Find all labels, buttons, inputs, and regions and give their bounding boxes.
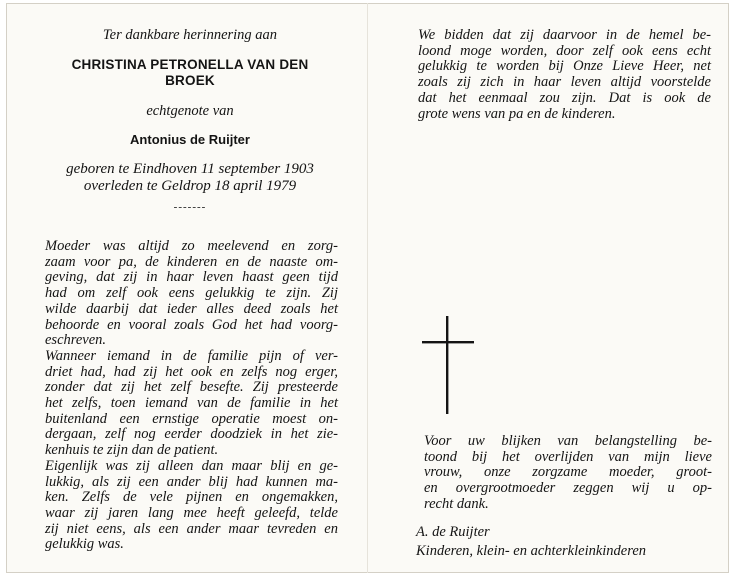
text-line: zaam voor pa, de kinderen en de naaste om-	[45, 253, 338, 270]
separator: -------	[173, 201, 207, 213]
signature-name: A. de Ruijter	[416, 524, 490, 540]
tribute-text-left	[45, 239, 338, 553]
text-line: dat het eenmaal zou zijn. Dat is ook de	[418, 89, 711, 106]
life-dates	[40, 161, 340, 195]
fold-line	[367, 3, 368, 573]
text-line: loond moge worden, door zelf ook eens echt	[418, 42, 711, 59]
birth-line: geboren te Eindhoven 11 september 1903	[66, 161, 314, 177]
text-line: lukkig, als zij een ander blij had kunnen ma-	[45, 473, 338, 490]
family-line: Kinderen, klein- en achterkleinkinderen	[416, 543, 647, 559]
text-line: buitenland een ernstige operatie moest on-	[45, 410, 338, 427]
cross-icon	[422, 316, 474, 414]
text-line: zonder dat zij het zelf besefte. Zij presteerde	[45, 379, 338, 396]
text-line: behoorde en vooral zoals God het had voorg-	[45, 316, 338, 333]
tribute-text-right	[418, 28, 711, 122]
text-line: en overgrootmoeder zeggen wij u op-	[424, 480, 712, 497]
text-line: Moeder was altijd zo meelevend en zorg-	[45, 238, 338, 254]
text-line: toond bij het overlijden van mijn lieve	[424, 448, 712, 465]
signature-block	[416, 523, 716, 561]
death-line: overleden te Geldrop 18 april 1979	[83, 178, 297, 194]
text-line: kenhuis te zijn dan de patient.	[45, 442, 219, 459]
intro-text: Ter dankbare herinnering aan	[102, 27, 278, 43]
text-line: Wanneer iemand in de familie pijn of ver-	[45, 347, 338, 364]
text-line: geving, dat zij in haar leven haast geen tijd	[45, 269, 338, 286]
text-line: zij niet eens, als een ander maar tevreden en	[45, 520, 338, 537]
text-line: recht dank.	[424, 495, 489, 512]
text-line: wilde daarbij dat ieder alles deed zoals het	[45, 300, 338, 317]
deceased-name	[40, 57, 340, 89]
text-line: eschreven.	[45, 332, 107, 349]
text-line: gelukkig was.	[45, 536, 124, 553]
text-line: We bidden dat zij daarvoor in de hemel be-	[418, 27, 711, 43]
text-line: gelukkig te worden bij Onze Lieve Heer, net	[418, 58, 711, 75]
text-line: het zelfs, toen iemand van de familie in het	[45, 395, 338, 412]
text-line: grote wens van pa en de kinderen.	[418, 105, 616, 122]
text-line: ken. Zelfs de vele pijnen en ongemakken,	[45, 489, 338, 506]
text-line: dergaan, zelf nog eerder doodziek in het zie-	[45, 426, 338, 443]
text-line: zoals zij zich in haar leven altijd voorstelde	[418, 74, 711, 91]
spouse-label: echtgenote van	[146, 103, 234, 119]
text-line: Voor uw blijken van belangstelling be-	[424, 433, 712, 449]
name-line: CHRISTINA PETRONELLA VAN DEN	[71, 57, 309, 72]
text-line: had om zelf ook eens gelukkig te zijn. Zij	[45, 285, 338, 302]
text-line: driet had, had zij het ook en zelfs nog erger,	[45, 363, 338, 380]
text-line: vrouw, onze zorgzame moeder, groot-	[424, 464, 712, 481]
thanks-text	[424, 434, 712, 513]
spouse-name: Antonius de Ruijter	[130, 132, 250, 147]
text-line: waar zij jaren lang mee heeft geleefd, telde	[45, 504, 338, 521]
name-line: BROEK	[165, 73, 215, 88]
text-line: Eigenlijk was zij alleen dan maar blij en ge-	[45, 457, 338, 474]
